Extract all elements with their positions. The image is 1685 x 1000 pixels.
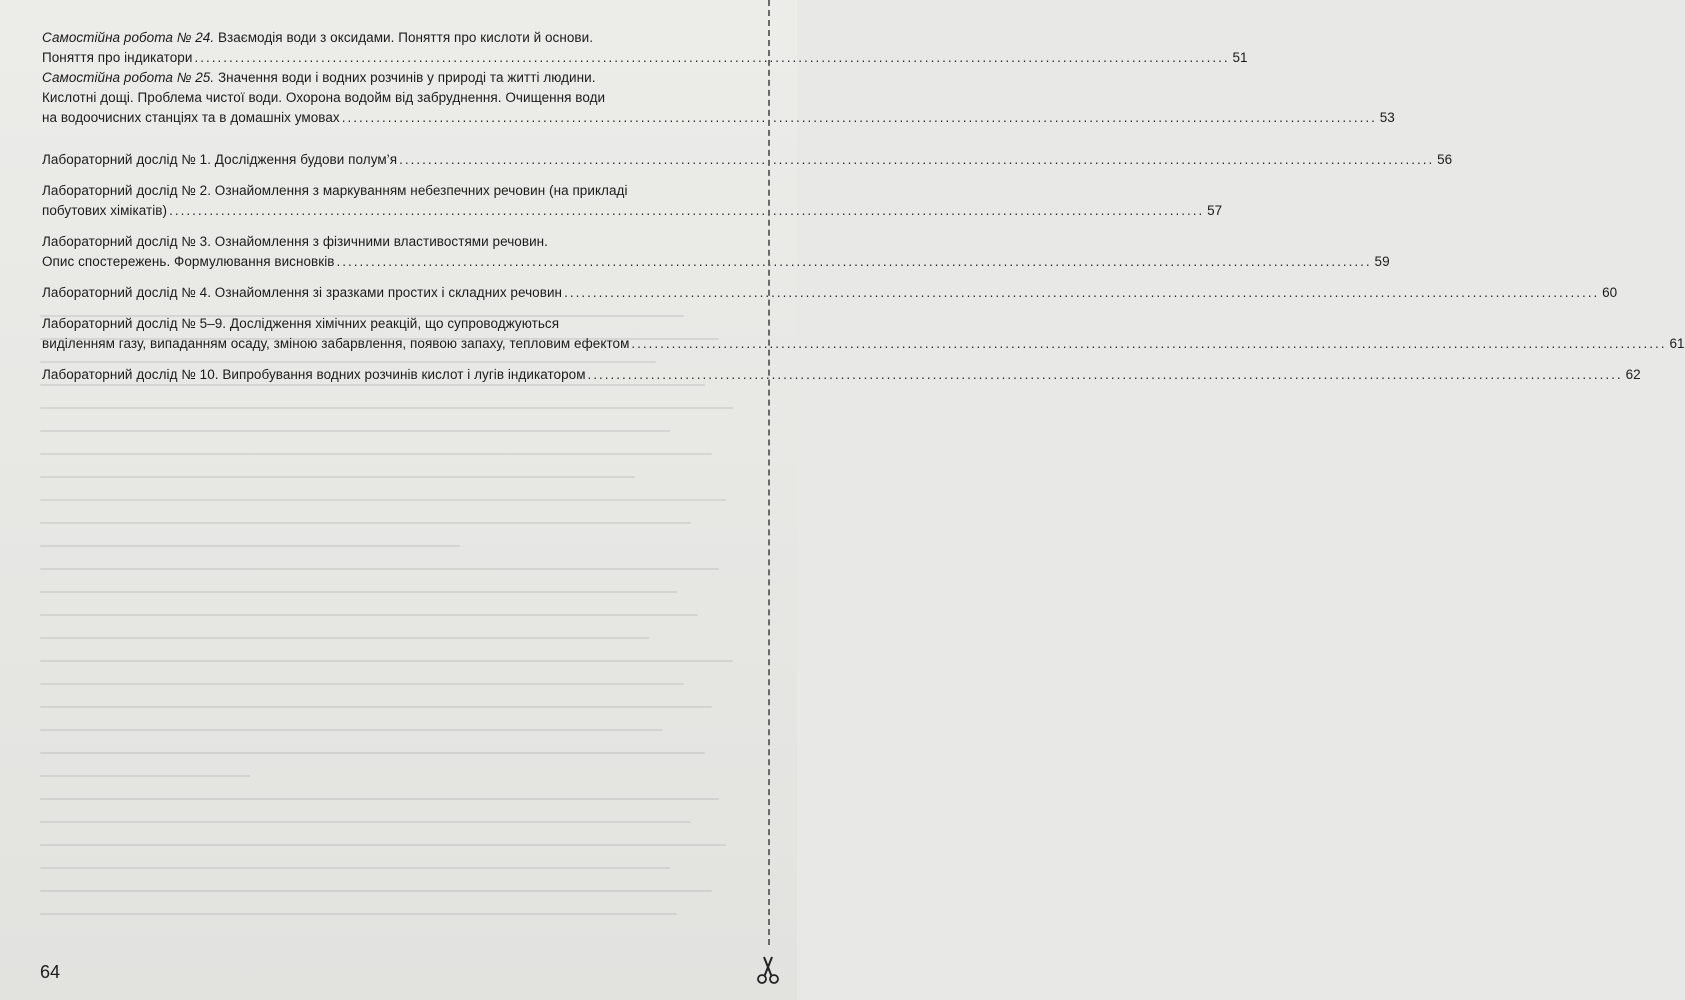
toc-entry-line: Самостійна робота № 25. Значення води і водних розчинів у природі та житті людини. xyxy=(42,70,596,85)
toc-entry-page: 51 xyxy=(1232,50,1248,65)
dot-leader: .................................................................................................................................................................................... xyxy=(564,285,1600,300)
dot-leader: .................................................................................................................................................................................... xyxy=(587,367,1623,382)
toc-entry-title-end: побутових хімікатів) xyxy=(42,203,168,218)
toc-entry-lead: Самостійна робота № 24. xyxy=(42,30,215,45)
toc-entry[interactable] xyxy=(42,365,1641,385)
toc-entry-title-end: Опис спостережень. Формулювання висновків xyxy=(42,254,335,269)
toc-entry-line: Самостійна робота № 24. Взаємодія води з оксидами. Поняття про кислоти й основи. xyxy=(42,30,594,45)
toc-entry-line: Лабораторний дослід № 5–9. Дослідження хімічних реакцій, що супроводжуються xyxy=(42,316,560,331)
page-number: 64 xyxy=(40,962,61,982)
toc-entry-last-row xyxy=(42,201,1223,221)
dot-leader: .................................................................................................................................................................................... xyxy=(336,254,1372,269)
dot-leader: .................................................................................................................................................................................... xyxy=(399,152,1435,167)
bleed-through-text xyxy=(40,315,740,955)
toc-entry-page: 57 xyxy=(1207,203,1223,218)
dot-leader: .................................................................................................................................................................................... xyxy=(631,336,1667,351)
toc-entry-title-end: Лабораторний дослід № 1. Дослідження будови полум’я xyxy=(42,152,398,167)
toc-entry-last-row xyxy=(42,252,1390,272)
toc-entry-line: Лабораторний дослід № 2. Ознайомлення з маркуванням небезпечних речовин (на прикладі xyxy=(42,183,628,198)
toc-entry-page: 59 xyxy=(1374,254,1390,269)
toc-entry-last-row xyxy=(42,365,1641,385)
toc-entry[interactable] xyxy=(42,181,1223,221)
toc-entry-title-end: виділенням газу, випаданням осаду, зміною забарвлення, появою запаху, тепловим ефектом xyxy=(42,336,630,351)
toc-entry[interactable] xyxy=(42,283,1618,303)
toc-entry-page: 53 xyxy=(1379,110,1395,125)
toc-entry-title-end: на водоочисних станціях та в домашніх умовах xyxy=(42,110,340,125)
toc-entry[interactable] xyxy=(42,150,1453,170)
toc-entry-last-row xyxy=(42,150,1453,170)
toc-entry-line: Кислотні дощі. Проблема чистої води. Охорона водойм від забруднення. Очищення води xyxy=(42,90,606,105)
toc-entry[interactable] xyxy=(42,28,1248,68)
toc-entry-last-row xyxy=(42,48,1248,68)
toc-entry-title-end: Поняття про індикатори xyxy=(42,50,193,65)
scissors-icon xyxy=(755,955,781,985)
cut-line xyxy=(768,0,770,945)
toc-entry-last-row xyxy=(42,108,1395,128)
dot-leader: .................................................................................................................................................................................... xyxy=(169,203,1205,218)
toc-entry-page: 62 xyxy=(1625,367,1641,382)
toc-entry-lead: Самостійна робота № 25. xyxy=(42,70,215,85)
toc-entry-last-row xyxy=(42,283,1618,303)
toc-entry-page: 60 xyxy=(1602,285,1618,300)
toc-entry-title-end: Лабораторний дослід № 4. Ознайомлення зі зразками простих і складних речовин xyxy=(42,285,563,300)
toc-entry-page: 56 xyxy=(1437,152,1453,167)
toc-entry-line: Лабораторний дослід № 3. Ознайомлення з фізичними властивостями речовин. xyxy=(42,234,548,249)
table-of-contents xyxy=(42,28,1685,385)
toc-entry-last-row xyxy=(42,334,1685,354)
dot-leader: .................................................................................................................................................................................... xyxy=(194,50,1230,65)
dot-leader: .................................................................................................................................................................................... xyxy=(341,110,1377,125)
toc-entry[interactable] xyxy=(42,232,1390,272)
toc-entry-title-end: Лабораторний дослід № 10. Випробування водних розчинів кислот і лугів індикатором xyxy=(42,367,586,382)
toc-entry[interactable] xyxy=(42,314,1685,354)
toc-entry[interactable] xyxy=(42,68,1395,128)
toc-entry-page: 61 xyxy=(1669,336,1685,351)
